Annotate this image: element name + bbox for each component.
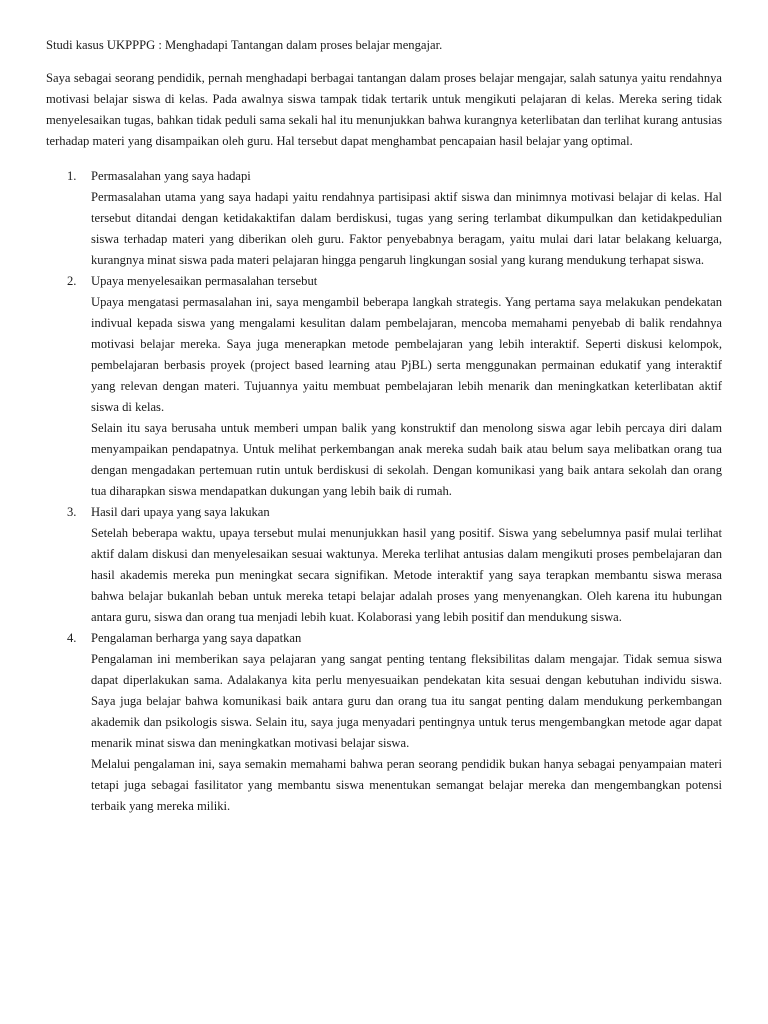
section-paragraph: Selain itu saya berusaha untuk memberi umpan balik yang konstruktif dan menolong siswa agar lebih percaya diri dalam menyampaikan pendapatnya. Untuk melihat perkembangan anak mereka sudah baik atau belum saya melibatkan orang tua dengan mengadakan pertemuan rutin untuk berdiskusi di sekolah. Dengan komunikasi yang baik antara sekolah dan orang tua diharapkan siswa mendapatkan dukungan yang lebih baik di rumah. [91,421,722,498]
section-heading: Hasil dari upaya yang saya lakukan [91,505,270,519]
list-number: 1. [67,169,77,183]
section-paragraph: Upaya mengatasi permasalahan ini, saya mengambil beberapa langkah strategis. Yang pertama saya melakukan pendekatan indivual kepada siswa yang mengalami kesulitan dalam pembelajaran, mencoba memahami penyebab di balik rendahnya motivasi belajar mereka. Saya juga menerapkan metode pembelajaran yang lebih interaktif. Seperti diskusi kelompok, pembelajaran berbasis proyek (project based learning atau PjBL) serta menggunakan permainan edukatif yang interaktif yang relevan dengan materi. Tujuannya yaitu membuat pembelajaran lebih menarik dan meningkatkan keterlibatan aktif siswa di kelas. [91,295,722,414]
section-list [46,166,722,817]
section-paragraph: Permasalahan utama yang saya hadapi yaitu rendahnya partisipasi aktif siswa dan minimnya motivasi belajar di kelas. Hal tersebut ditandai dengan ketidakaktifan dalam berdiskusi, tugas yang sering terlambat dikumpulkan dan ketidakpedulian siswa terhadap materi yang diberikan oleh guru. Faktor penyebabnya beragam, yaitu mulai dari latar belakang keluarga, kurangnya minat siswa pada materi pelajaran hingga pengaruh lingkungan sosial yang kurang mendukung terhapat siswa. [91,190,722,267]
section-paragraph: Pengalaman ini memberikan saya pelajaran yang sangat penting tentang fleksibilitas dalam mengajar. Tidak semua siswa dapat diperlakukan sama. Adalakanya kita perlu menyesuaikan pendekatan kita sesuai dengan kebutuhan individu siswa. Saya juga belajar bahwa komunikasi baik antara guru dan orang tua itu sangat penting dalam mendukung perkembangan akademik dan psikologis siswa. Selain itu, saya juga menyadari pentingnya untuk terus mengembangkan metode agar dapat menarik minat siswa dan meningkatkan motivasi belajar siswa. [91,652,722,750]
list-number: 3. [67,505,77,519]
list-number: 2. [67,274,77,288]
section-paragraph: Melalui pengalaman ini, saya semakin memahami bahwa peran seorang pendidik bukan hanya sebagai penyampaian materi tetapi juga sebagai fasilitator yang membantu siswa menentukan semangat belajar mereka dan mengembangkan potensi terbaik yang mereka miliki. [91,757,722,813]
list-item [46,628,722,817]
list-item [46,502,722,628]
list-number: 4. [67,631,77,645]
list-item [46,166,722,271]
section-paragraph: Setelah beberapa waktu, upaya tersebut mulai menunjukkan hasil yang positif. Siswa yang sebelumnya pasif mulai terlihat aktif dalam diskusi dan menyelesaikan sesuai waktunya. Mereka terlihat antusias dalam mengikuti proses pembelajaran dan hasil akademis mereka pun meningkat secara signifikan. Metode interaktif yang saya terapkan membantu siswa merasa bahwa belajar bukanlah beban untuk mereka tetapi belajar adalah proses yang menyenangkan. Oleh karena itu hubungan antara guru, siswa dan orang tua menjadi lebih kuat. Kolaborasi yang lebih positif dan mendukung siswa. [91,526,722,624]
section-heading: Permasalahan yang saya hadapi [91,169,251,183]
list-item [46,271,722,502]
intro-paragraph: Saya sebagai seorang pendidik, pernah menghadapi berbagai tantangan dalam proses belajar mengajar, salah satunya yaitu rendahnya motivasi belajar siswa di kelas. Pada awalnya siswa tampak tidak tertarik untuk mengikuti pelajaran di kelas. Mereka sering tidak menyelesaikan tugas, bahkan tidak peduli sama sekali hal itu menunjukkan bahwa kurangnya keterlibatan dan terlihat kurang antusias terhadap materi yang disampaikan oleh guru. Hal tersebut dapat menghambat pencapaian hasil belajar yang optimal. [46,71,722,148]
section-heading: Pengalaman berharga yang saya dapatkan [91,631,302,645]
section-heading: Upaya menyelesaikan permasalahan tersebut [91,274,318,288]
document-title: Studi kasus UKPPPG : Menghadapi Tantangan dalam proses belajar mengajar. [46,38,443,52]
